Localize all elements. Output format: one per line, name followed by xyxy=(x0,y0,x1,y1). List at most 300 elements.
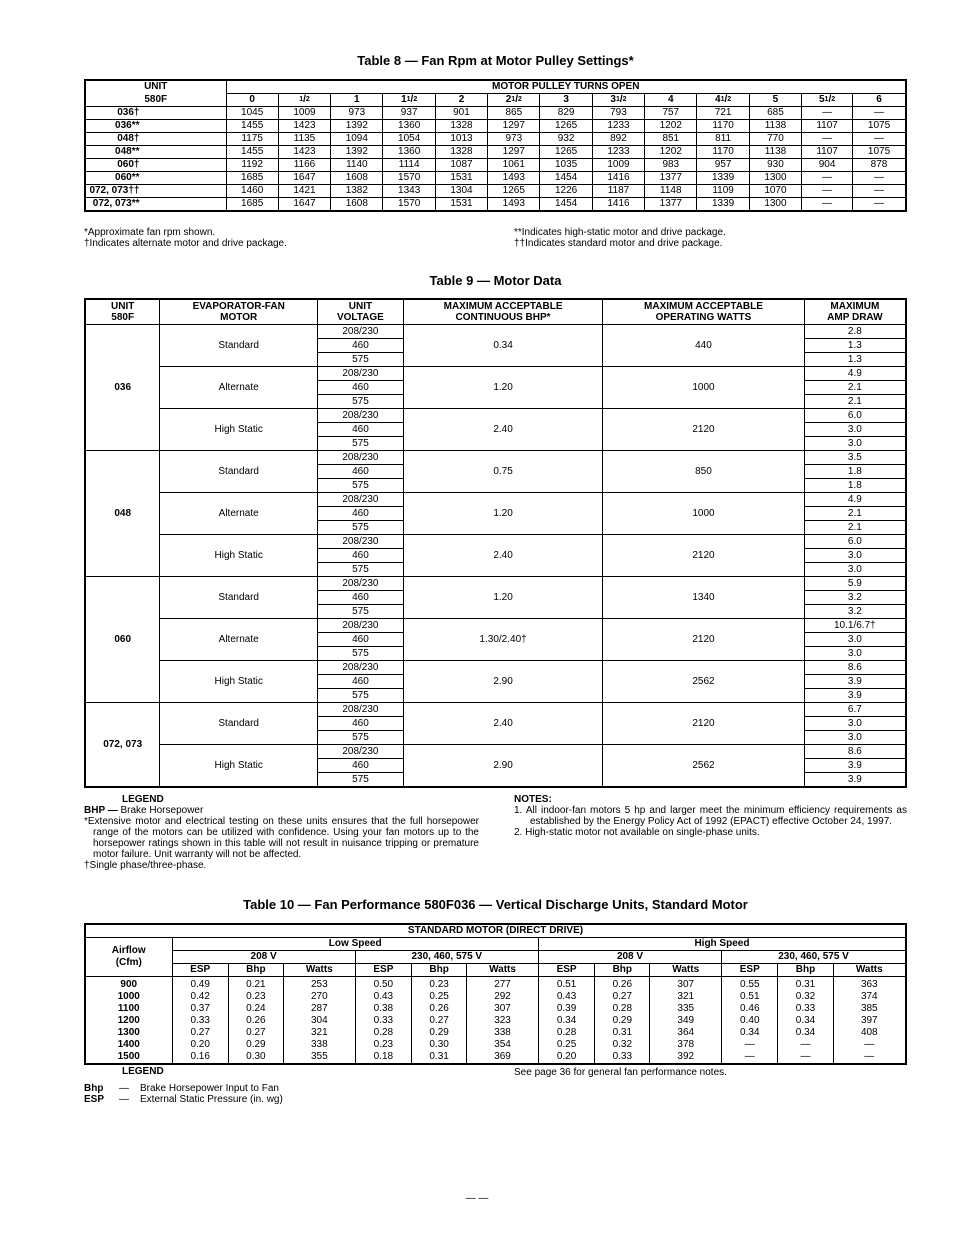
table9-row xyxy=(85,619,906,633)
table8-rpm-cell: 829 xyxy=(540,107,592,120)
table8-rpm-cell: 1392 xyxy=(331,146,383,159)
table8-turns-header: $5^1/2$ xyxy=(802,94,853,107)
table9-motor-cell: Alternate xyxy=(160,367,318,409)
table10-column-header: ESP xyxy=(538,964,594,977)
table8-rpm-cell: 1265 xyxy=(488,185,540,198)
table10-value-cell: 292 xyxy=(467,991,539,1003)
table10-row xyxy=(85,1039,906,1051)
table9-voltage-cell: 575 xyxy=(318,773,404,788)
table10-value-cell: 0.34 xyxy=(778,1027,833,1039)
table8-rpm-cell: — xyxy=(853,133,906,146)
table10-low-speed-header: Low Speed xyxy=(172,938,538,951)
table8-title: Table 8 — Fan Rpm at Motor Pulley Settings* xyxy=(357,53,634,68)
table9-header-motor: EVAPORATOR-FAN MOTOR xyxy=(160,299,318,325)
table8-rpm-cell: 973 xyxy=(488,133,540,146)
table9-row xyxy=(85,661,906,675)
table8-row xyxy=(85,159,906,172)
table10-value-cell: 335 xyxy=(650,1003,722,1015)
table9-voltage-cell: 575 xyxy=(318,353,404,367)
table9-amps-cell: 3.0 xyxy=(804,437,906,451)
table8-rpm-cell: 1454 xyxy=(540,198,592,212)
table8-rpm-cell: 1416 xyxy=(592,198,644,212)
table8-turns-header: 4 xyxy=(645,94,697,107)
table9-amps-cell: 8.6 xyxy=(804,661,906,675)
table8-rpm-cell: 1187 xyxy=(592,185,644,198)
table10-high-speed-header: High Speed xyxy=(538,938,906,951)
legend-dash: — xyxy=(119,1083,129,1094)
table9-voltage-cell: 460 xyxy=(318,507,404,521)
fraction-numerator: 1 xyxy=(511,96,516,103)
table10-value-cell: 270 xyxy=(283,991,355,1003)
table10-value-cell: 374 xyxy=(833,991,906,1003)
table9-motor-cell: High Static xyxy=(160,409,318,451)
table10-value-cell: 304 xyxy=(283,1015,355,1027)
table9-header-row xyxy=(85,299,906,325)
table9-header-unit: UNIT 580F xyxy=(85,299,160,325)
table10-row xyxy=(85,1003,906,1015)
table8-rpm-cell: 793 xyxy=(592,107,644,120)
table8-rpm-cell: 1170 xyxy=(697,146,749,159)
table10-value-cell: 253 xyxy=(283,977,355,992)
table10-value-cell: 0.21 xyxy=(228,977,283,992)
table8-rpm-cell: — xyxy=(802,133,853,146)
table9-row xyxy=(85,409,906,423)
table10-voltage-header: 230, 460, 575 V xyxy=(355,951,538,964)
table9-legend-title: LEGEND xyxy=(122,794,164,805)
table8-rpm-cell: 901 xyxy=(435,107,487,120)
table8-rpm-cell: 1107 xyxy=(802,120,853,133)
table8-rpm-cell: 1094 xyxy=(331,133,383,146)
table10-value-cell: 0.34 xyxy=(722,1027,778,1039)
table10-value-cell: 0.49 xyxy=(172,977,228,992)
table9-voltage-cell: 575 xyxy=(318,731,404,745)
table8-unit-cell: 060† xyxy=(85,159,226,172)
table8-rpm-cell: 930 xyxy=(749,159,801,172)
table9-voltage-cell: 460 xyxy=(318,717,404,731)
table8-turns-header: 0 xyxy=(226,94,278,107)
table8-rpm-cell: 1114 xyxy=(383,159,435,172)
table9-row xyxy=(85,367,906,381)
table9-voltage-cell: 575 xyxy=(318,647,404,661)
table10-column-header: Bhp xyxy=(412,964,467,977)
page-footer: — — xyxy=(465,1193,489,1204)
table8-rpm-cell: 1170 xyxy=(697,120,749,133)
table8-rpm-cell: 1202 xyxy=(645,146,697,159)
table10-value-cell: 369 xyxy=(467,1051,539,1064)
table10-value-cell: 0.23 xyxy=(228,991,283,1003)
table9-amps-cell: 3.0 xyxy=(804,563,906,577)
table8-rpm-cell: 1493 xyxy=(488,198,540,212)
table8-unit-cell: 060** xyxy=(85,172,226,185)
table8-rpm-cell: — xyxy=(853,172,906,185)
table9-motor-cell: Standard xyxy=(160,325,318,367)
table9-voltage-cell: 575 xyxy=(318,479,404,493)
table10-value-cell: — xyxy=(833,1051,906,1064)
table9-watts-cell: 2120 xyxy=(603,409,804,451)
table8-rpm-cell: 1531 xyxy=(435,172,487,185)
table10-value-cell: 385 xyxy=(833,1003,906,1015)
table10-value-cell: 0.27 xyxy=(172,1027,228,1039)
airflow-label: Airflow xyxy=(111,945,146,956)
table10-value-cell: 0.25 xyxy=(538,1039,594,1051)
table9-header-amps: MAXIMUM AMP DRAW xyxy=(804,299,906,325)
table8-rpm-cell: 770 xyxy=(749,133,801,146)
table8-rpm-cell: 865 xyxy=(488,107,540,120)
table9 xyxy=(84,298,907,788)
table10-value-cell: 0.24 xyxy=(228,1003,283,1015)
table9-amps-cell: 10.1/6.7† xyxy=(804,619,906,633)
table8-notes-right xyxy=(514,227,726,249)
table9-voltage-cell: 575 xyxy=(318,395,404,409)
table10-column-header: ESP xyxy=(722,964,778,977)
table10-value-cell: 0.28 xyxy=(595,1003,650,1015)
table9-voltage-cell: 575 xyxy=(318,521,404,535)
table10-value-cell: 0.31 xyxy=(778,977,833,992)
table9-row xyxy=(85,535,906,549)
table9-motor-cell: Alternate xyxy=(160,619,318,661)
table10-row xyxy=(85,1051,906,1064)
table8-rpm-cell: 1339 xyxy=(697,172,749,185)
table9-voltage-cell: 460 xyxy=(318,549,404,563)
table10-value-cell: — xyxy=(722,1051,778,1064)
table8-rpm-cell: 904 xyxy=(802,159,853,172)
table10-value-cell: 0.55 xyxy=(722,977,778,992)
table10-value-cell: 0.20 xyxy=(538,1051,594,1064)
table8 xyxy=(84,79,907,212)
table9-motor-cell: High Static xyxy=(160,535,318,577)
table8-unit-cell: 048** xyxy=(85,146,226,159)
table9-amps-cell: 2.1 xyxy=(804,507,906,521)
table8-rpm-cell: 1087 xyxy=(435,159,487,172)
table8-turns-header: $4^1/2$ xyxy=(697,94,749,107)
table8-rpm-cell: 1423 xyxy=(278,146,330,159)
table9-header-watts: MAXIMUM ACCEPTABLE OPERATING WATTS xyxy=(603,299,804,325)
legend-bhp-abbr: BHP — xyxy=(84,805,118,816)
table9-voltage-cell: 208/230 xyxy=(318,661,404,675)
table8-rpm-cell: 932 xyxy=(540,133,592,146)
table9-note-2: 2. High-static motor not available on single-phase units. xyxy=(514,827,760,838)
table9-unit-cell: 072, 073 xyxy=(85,703,160,788)
table10-value-cell: 0.29 xyxy=(228,1039,283,1051)
table10-value-cell: 355 xyxy=(283,1051,355,1064)
table8-rpm-cell: 1035 xyxy=(540,159,592,172)
table9-row xyxy=(85,577,906,591)
table8-rpm-cell: 1493 xyxy=(488,172,540,185)
table10-value-cell: 0.25 xyxy=(412,991,467,1003)
table8-header-row xyxy=(85,80,906,94)
table8-rpm-cell: 1570 xyxy=(383,198,435,212)
table8-rpm-cell: 1377 xyxy=(645,198,697,212)
table8-turns-header: $3^1/2$ xyxy=(592,94,644,107)
table8-unit-header-bottom: 580F xyxy=(144,93,168,105)
table8-rpm-cell: 1647 xyxy=(278,172,330,185)
table9-bhp-cell: 2.90 xyxy=(403,745,602,788)
table9-header-bhp: MAXIMUM ACCEPTABLE CONTINUOUS BHP* xyxy=(403,299,602,325)
table10-value-cell: 0.16 xyxy=(172,1051,228,1064)
table8-rpm-cell: 1297 xyxy=(488,146,540,159)
table10-legend xyxy=(84,1066,283,1105)
table8-rpm-cell: 1138 xyxy=(749,120,801,133)
table9-bhp-cell: 0.75 xyxy=(403,451,602,493)
table9-voltage-cell: 460 xyxy=(318,591,404,605)
table8-rpm-cell: 937 xyxy=(383,107,435,120)
table10-value-cell: 0.32 xyxy=(778,991,833,1003)
table9-voltage-cell: 208/230 xyxy=(318,409,404,423)
table9-unit-cell: 060 xyxy=(85,577,160,703)
table9-voltage-cell: 460 xyxy=(318,633,404,647)
table9-notes-title: NOTES: xyxy=(514,794,552,805)
table8-note-alternate: †Indicates alternate motor and drive package. xyxy=(84,238,287,249)
table8-rpm-cell: 757 xyxy=(645,107,697,120)
table8-note-standard: ††Indicates standard motor and drive package. xyxy=(514,238,723,249)
table8-rpm-cell: — xyxy=(802,198,853,212)
table8-rpm-cell: 1455 xyxy=(226,146,278,159)
table10-value-cell: 338 xyxy=(283,1039,355,1051)
table9-note-1: 1. All indoor-fan motors 5 hp and larger meet the minimum efficiency requirements as established by the Energy Policy Act of 1992 (EPACT) effective October 24, 1997. xyxy=(514,805,907,827)
table10-value-cell: 397 xyxy=(833,1015,906,1027)
table9-motor-cell: High Static xyxy=(160,661,318,703)
table9-motor-cell: Standard xyxy=(160,703,318,745)
table10-legend-bhp xyxy=(84,1083,283,1094)
table9-amps-cell: 4.9 xyxy=(804,493,906,507)
table9-row xyxy=(85,325,906,339)
table8-rpm-cell: 1454 xyxy=(540,172,592,185)
table9-voltage-cell: 208/230 xyxy=(318,367,404,381)
fraction-numerator: 1 xyxy=(615,96,620,103)
table9-amps-cell: 1.8 xyxy=(804,479,906,493)
table9-bhp-cell: 1.20 xyxy=(403,367,602,409)
table8-rpm-cell: 851 xyxy=(645,133,697,146)
table9-bhp-cell: 2.40 xyxy=(403,703,602,745)
table8-rpm-cell: 1138 xyxy=(749,146,801,159)
table10-top-header-row xyxy=(85,924,906,938)
table8-rpm-cell: 1328 xyxy=(435,120,487,133)
table10-value-cell: 349 xyxy=(650,1015,722,1027)
table8-rpm-cell: 1233 xyxy=(592,120,644,133)
table8-rpm-cell: 1382 xyxy=(331,185,383,198)
table8-rpm-cell: 973 xyxy=(331,107,383,120)
table10-speed-row xyxy=(85,938,906,951)
table8-row xyxy=(85,120,906,133)
table9-voltage-cell: 208/230 xyxy=(318,493,404,507)
table8-rpm-cell: 721 xyxy=(697,107,749,120)
table8-unit-header-top: UNIT xyxy=(144,81,168,93)
table8-rpm-cell: — xyxy=(802,107,853,120)
fraction-denominator: 2 xyxy=(517,96,522,103)
table10-value-cell: 0.40 xyxy=(722,1015,778,1027)
table9-amps-cell: 2.1 xyxy=(804,395,906,409)
table10-column-header: Bhp xyxy=(778,964,833,977)
table9-amps-cell: 2.8 xyxy=(804,325,906,339)
table10-value-cell: — xyxy=(833,1039,906,1051)
table9-row xyxy=(85,451,906,465)
table9-watts-cell: 1000 xyxy=(603,493,804,535)
table8-row xyxy=(85,198,906,212)
table10-airflow-cell: 1500 xyxy=(117,1051,140,1062)
table9-motor-cell: Standard xyxy=(160,577,318,619)
table8-row xyxy=(85,172,906,185)
table8-rpm-cell: — xyxy=(853,107,906,120)
table9-header-voltage: UNIT VOLTAGE xyxy=(318,299,404,325)
table9-row xyxy=(85,745,906,759)
table10-value-cell: 0.27 xyxy=(412,1015,467,1027)
table10-value-cell: 0.33 xyxy=(595,1051,650,1064)
table8-unit-cell: 048† xyxy=(85,133,226,146)
table8-rpm-cell: 1148 xyxy=(645,185,697,198)
table10-value-cell: 378 xyxy=(650,1039,722,1051)
table9-bhp-cell: 2.40 xyxy=(403,535,602,577)
table9-unit-cell: 036 xyxy=(85,325,160,451)
table10-value-cell: 0.31 xyxy=(595,1027,650,1039)
table10-value-cell: 392 xyxy=(650,1051,722,1064)
table10-voltage-header: 208 V xyxy=(172,951,355,964)
table8-rpm-cell: 1233 xyxy=(592,146,644,159)
table8-rpm-cell: 1423 xyxy=(278,120,330,133)
table9-watts-cell: 2120 xyxy=(603,619,804,661)
table10-value-cell: 0.26 xyxy=(412,1003,467,1015)
table9-voltage-cell: 575 xyxy=(318,563,404,577)
table8-rpm-cell: 1226 xyxy=(540,185,592,198)
table10-value-cell: 0.30 xyxy=(228,1051,283,1064)
table9-watts-cell: 1340 xyxy=(603,577,804,619)
airflow-unit: (Cfm) xyxy=(115,957,142,968)
table8-rpm-cell: 1360 xyxy=(383,146,435,159)
table9-bhp-cell: 0.34 xyxy=(403,325,602,367)
table9-watts-cell: 2562 xyxy=(603,745,804,788)
table10-value-cell: — xyxy=(722,1039,778,1051)
table8-rpm-cell: 1107 xyxy=(802,146,853,159)
table10-title: Table 10 — Fan Performance 580F036 — Vertical Discharge Units, Standard Motor xyxy=(243,897,748,912)
table9-watts-cell: 2120 xyxy=(603,703,804,745)
table10-value-cell: 0.18 xyxy=(355,1051,411,1064)
table10-value-cell: 0.26 xyxy=(228,1015,283,1027)
table8-turns-header: $1^1/2$ xyxy=(383,94,435,107)
table9-amps-cell: 3.9 xyxy=(804,759,906,773)
table8-rpm-cell: 1339 xyxy=(697,198,749,212)
table9-amps-cell: 3.0 xyxy=(804,647,906,661)
table8-rpm-cell: 1304 xyxy=(435,185,487,198)
table10-value-cell: 0.34 xyxy=(538,1015,594,1027)
table10-value-cell: 0.20 xyxy=(172,1039,228,1051)
fraction-numerator: 1 xyxy=(299,96,304,103)
table10-row xyxy=(85,991,906,1003)
table8-rpm-cell: 1140 xyxy=(331,159,383,172)
table10-value-cell: 338 xyxy=(467,1027,539,1039)
table8-rpm-cell: 983 xyxy=(645,159,697,172)
table10-airflow-cell: 1000 xyxy=(117,991,140,1002)
table10-value-cell: 0.29 xyxy=(412,1027,467,1039)
table8-rpm-cell: 1075 xyxy=(853,120,906,133)
table8-turns-header: 6 xyxy=(853,94,906,107)
table8-turns-header: 1 xyxy=(331,94,383,107)
table10-value-cell: 0.26 xyxy=(595,977,650,992)
legend-dash: — xyxy=(119,1094,129,1105)
table8-rpm-cell: 1685 xyxy=(226,198,278,212)
table10-column-header-row xyxy=(85,964,906,977)
table8-rpm-cell: 1297 xyxy=(488,120,540,133)
table10-column-header: ESP xyxy=(355,964,411,977)
table10-value-cell: 0.46 xyxy=(722,1003,778,1015)
table8-rpm-cell: 1685 xyxy=(226,172,278,185)
table8-turns-header: $2^1/2$ xyxy=(488,94,540,107)
table10-value-cell: 0.37 xyxy=(172,1003,228,1015)
table8-rpm-cell: 1608 xyxy=(331,172,383,185)
table10-value-cell: 0.30 xyxy=(412,1039,467,1051)
table9-amps-cell: 2.1 xyxy=(804,381,906,395)
table9-amps-cell: 3.0 xyxy=(804,717,906,731)
table8-rpm-cell: — xyxy=(853,185,906,198)
table8-rpm-cell: — xyxy=(802,185,853,198)
table9-voltage-cell: 208/230 xyxy=(318,703,404,717)
legend-bhp-def: Brake Horsepower xyxy=(120,805,204,816)
table10-value-cell: 307 xyxy=(467,1003,539,1015)
table9-row xyxy=(85,703,906,717)
table9-amps-cell: 1.3 xyxy=(804,339,906,353)
table10-value-cell: 0.27 xyxy=(228,1027,283,1039)
table8-rpm-cell: 1045 xyxy=(226,107,278,120)
table9-voltage-cell: 460 xyxy=(318,675,404,689)
table8-rpm-cell: 878 xyxy=(853,159,906,172)
table9-bhp-cell: 1.20 xyxy=(403,577,602,619)
table10-row xyxy=(85,977,906,992)
table10-value-cell: 0.38 xyxy=(355,1003,411,1015)
table8-rpm-cell: 1070 xyxy=(749,185,801,198)
table10-value-cell: 277 xyxy=(467,977,539,992)
table10-value-cell: 287 xyxy=(283,1003,355,1015)
table9-amps-cell: 8.6 xyxy=(804,745,906,759)
table9-voltage-cell: 575 xyxy=(318,437,404,451)
fraction-numerator: 1 xyxy=(406,96,411,103)
table8-rpm-cell: 1013 xyxy=(435,133,487,146)
table10-column-header: Watts xyxy=(833,964,906,977)
table9-amps-cell: 1.3 xyxy=(804,353,906,367)
table8-rpm-cell: 1300 xyxy=(749,198,801,212)
table9-legend xyxy=(84,794,479,871)
table9-voltage-cell: 208/230 xyxy=(318,619,404,633)
table8-turns-header: $^1$/2 xyxy=(278,94,330,107)
table10-top-header: STANDARD MOTOR (DIRECT DRIVE) xyxy=(85,924,906,938)
table9-watts-cell: 2562 xyxy=(603,661,804,703)
table9-bhp-cell: 1.30/2.40† xyxy=(403,619,602,661)
table10-value-cell: 0.28 xyxy=(355,1027,411,1039)
table9-watts-cell: 440 xyxy=(603,325,804,367)
table10-value-cell: 0.42 xyxy=(172,991,228,1003)
table9-notes xyxy=(514,794,907,838)
table8-rpm-cell: 1608 xyxy=(331,198,383,212)
table10-value-cell: 0.33 xyxy=(172,1015,228,1027)
table10-value-cell: 363 xyxy=(833,977,906,992)
table9-voltage-cell: 575 xyxy=(318,605,404,619)
table8-turns-row xyxy=(85,94,906,107)
table8-rpm-cell: 1416 xyxy=(592,172,644,185)
table10-airflow-cell: 1300 xyxy=(117,1027,140,1038)
table9-amps-cell: 6.7 xyxy=(804,703,906,717)
table10-value-cell: 0.28 xyxy=(538,1027,594,1039)
fraction-denominator: 2 xyxy=(413,96,418,103)
table10-value-cell: 323 xyxy=(467,1015,539,1027)
table9-legend-dagger: †Single phase/three-phase. xyxy=(84,860,207,871)
table9-watts-cell: 1000 xyxy=(603,367,804,409)
table10-value-cell: 0.51 xyxy=(538,977,594,992)
table8-rpm-cell: 1328 xyxy=(435,146,487,159)
table10-column-header: Bhp xyxy=(228,964,283,977)
table8-rpm-cell: 1455 xyxy=(226,120,278,133)
table8-rpm-cell: 1647 xyxy=(278,198,330,212)
table8-rpm-cell: 1360 xyxy=(383,120,435,133)
table10-value-cell: 0.23 xyxy=(355,1039,411,1051)
table8-unit-cell: 036† xyxy=(85,107,226,120)
table8-rpm-cell: 892 xyxy=(592,133,644,146)
